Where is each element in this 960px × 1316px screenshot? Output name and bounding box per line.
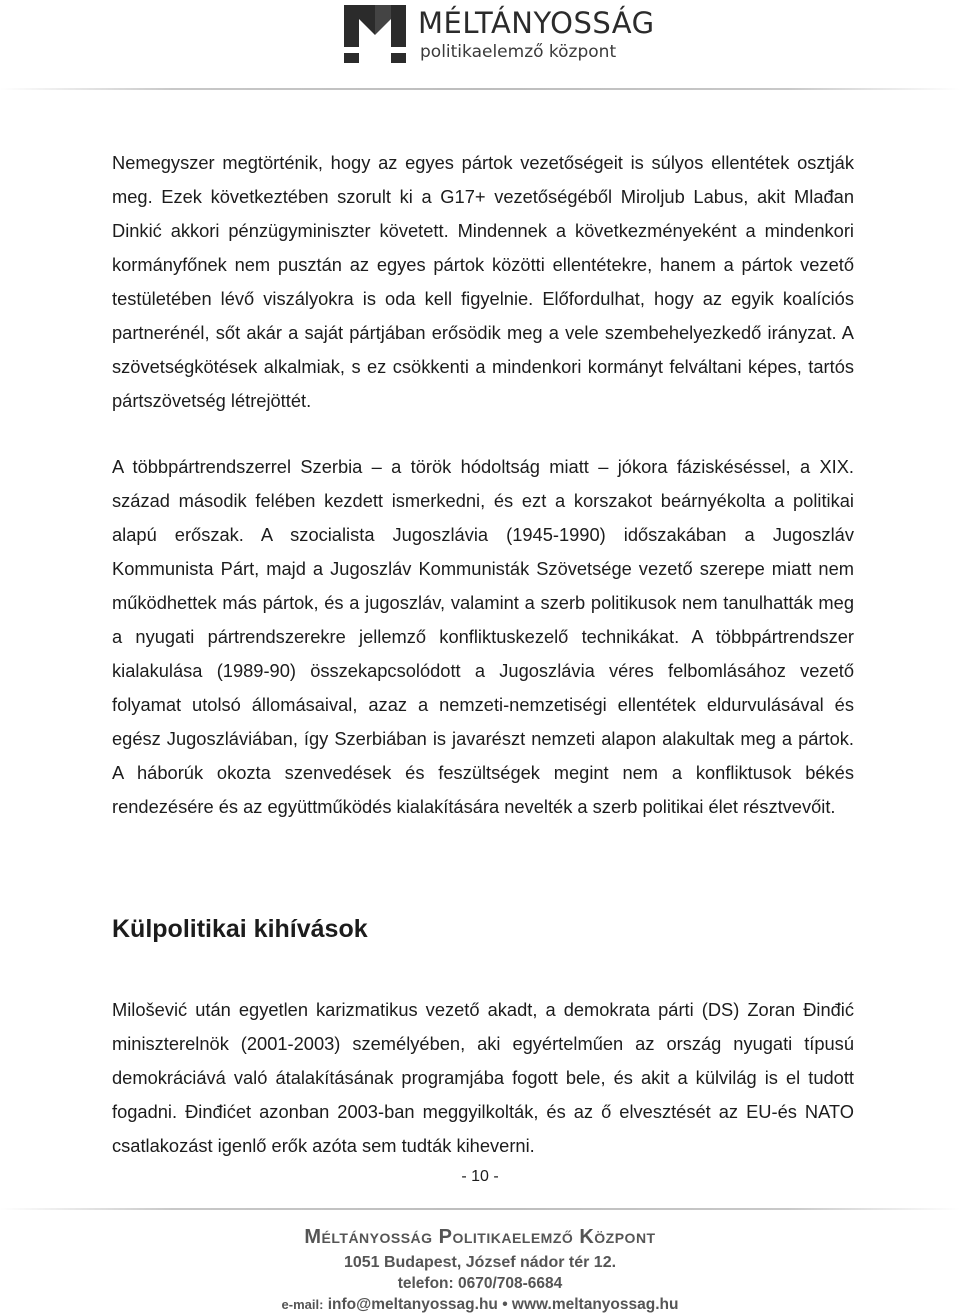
footer-divider xyxy=(0,1208,960,1210)
footer-address: 1051 Budapest, József nádor tér 12. xyxy=(343,1254,617,1271)
logo-title: MÉLTÁNYOSSÁG xyxy=(418,6,655,40)
body-paragraph-1: Nemegyszer megtörténik, hogy az egyes pártok vezetőségeit is súlyos ellentétek osztják meg. Ezek következtében szorult ki a G17+ vezetőségéből Miroljub Labus, akit Mlađan Dinkić akkori pénzügyminiszter követett. Mindennek a következményeként a mindenkori kormányfőnek nem pusztán az egyes pártok közötti ellentétekre, hanem a pártok vezető testületében lévő viszályokra is oda kell figyelnie. Előfordulhat, hogy az egyik koalíciós partnerénél, sőt akár a saját pártjában erősödik meg a vele szembehelyezkedő irányzat. A szövetségkötések alkalmiak, s ez csökkenti a mindenkori kormányt felváltani képes, tartós pártszövetség létrejöttét. xyxy=(112,152,854,411)
page-number: - 10 - xyxy=(461,1168,499,1185)
footer-email-label: e-mail: xyxy=(281,1297,324,1312)
logo-subtitle: politikaelemző központ xyxy=(420,42,617,62)
header-logo xyxy=(344,4,655,64)
meltanyossag-logo-icon xyxy=(344,5,406,63)
footer xyxy=(0,1222,960,1315)
header-divider xyxy=(0,88,960,90)
footer-phone: telefon: 0670/708-6684 xyxy=(397,1275,563,1292)
section-paragraph: Milošević után egyetlen karizmatikus vezető akadt, a demokrata párti (DS) Zoran Đinđić miniszterelnök (2001-2003) személyében, aki egyértelműen az ország nyugati típusú demokráciává való átalakításának programjába fogott bele, és akit a külvilág is el tudott fogadni. Đinđićet azonban 2003-ban meggyilkolták, és az ő elvesztését az EU-és NATO csatlakozást igenlő erők azóta sem tudták kiheverni. xyxy=(112,999,854,1156)
footer-contact xyxy=(0,1294,960,1315)
body-paragraph-2: A többpártrendszerrel Szerbia – a török hódoltság miatt – jókora fáziskéséssel, a XIX. század második felében kezdett ismerkedni, és ezt a korszakot beárnyékolta a politikai alapú erőszak. A szocialista Jugoszlávia (1945-1990) időszakában a Jugoszláv Kommunista Párt, majd a Jugoszláv Kommunisták Szövetsége vezető szerepe miatt nem működhettek más pártok, és a jugoszláv, valamint a szerb politikusok nem tanulhatták meg a nyugati pártrendszerekre jellemző konfliktuskezelő technikákat. A többpártrendszer kialakulása (1989-90) összekapcsolódott a Jugoszlávia véres felbomlásához vezető folyamat utolsó állomásaival, azaz a nemzeti-nemzetiségi ellentétek eldurvulásával és egész Jugoszláviában, így Szerbiában is javarészt nemzeti alapon alakultak meg a pártok. A háborúk okozta szenvedések és feszültségek megint nem a konfliktusok békés rendezésére és az együttműködés kialakítására nevelték a szerb politikai élet résztvevőit. xyxy=(112,456,854,817)
section-heading: Külpolitikai kihívások xyxy=(112,915,368,943)
footer-email-web[interactable]: info@meltanyossag.hu • www.meltanyossag.hu xyxy=(327,1296,679,1313)
footer-org-name: Méltányosság Politikaelemző Központ xyxy=(304,1226,656,1248)
